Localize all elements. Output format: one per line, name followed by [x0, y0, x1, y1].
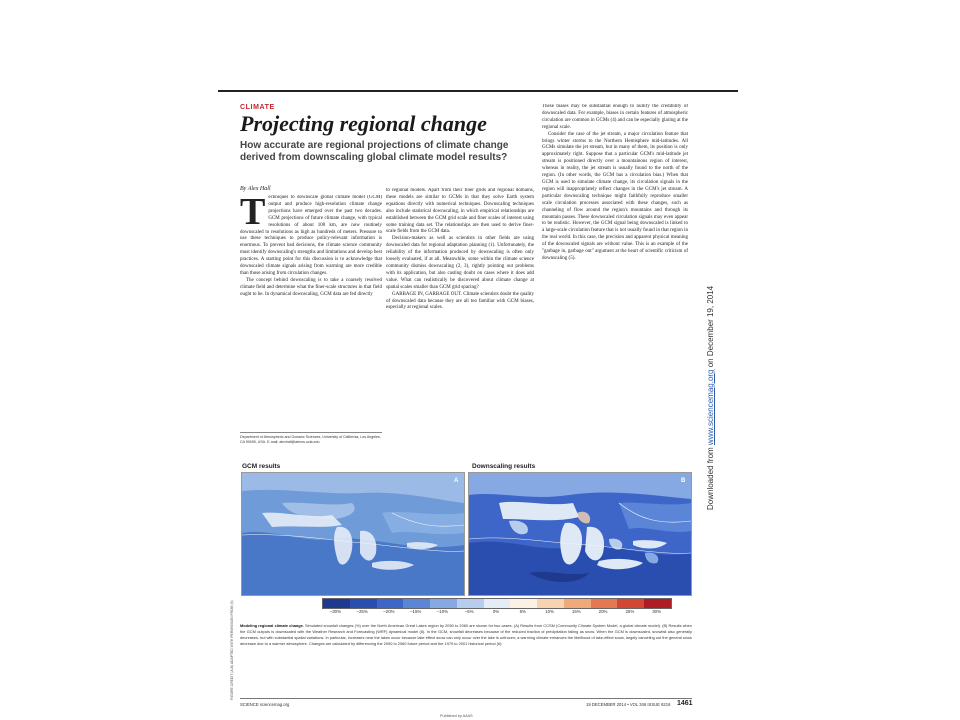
colorbar-tick-label: –30%	[329, 609, 341, 614]
colorbar-tick-label: 25%	[625, 609, 635, 614]
article-deck: How accurate are regional projections of climate change derived from downscaling global climate model results?	[240, 140, 509, 163]
byline: By Alex Hall	[240, 186, 271, 192]
colorbar-swatch	[430, 599, 457, 608]
paragraph: to regional models. Apart from their finer grids and regional domains, these models are similar to GCMs in that they solve Earth system equations directly with numerical techniques. Downscaling techniques also include statistical downscaling, in which empirical relationships are established between the GCM grid scale and finer scales of interest using some training data set. The relationships are then used to derive finer-scale fields from the GCM data.	[386, 188, 534, 235]
colorbar-tick-label: 10%	[545, 609, 554, 614]
page-number: 1461	[677, 700, 693, 707]
colorbar-tick-label: –5%	[464, 609, 474, 614]
colorbar-swatch	[591, 599, 618, 608]
colorbar-swatch	[350, 599, 377, 608]
colorbar-tick-label: –15%	[410, 609, 422, 614]
caption-body: Simulated snowfall changes (%) over the North American Great Lakes region by 2050 to 2060 are shown for two cases. (A) Results from CCSM (Community Climate System Model, a global climate model). (B) Results when the GCM outputs is downscaled with the Weather Research and Forecasting (WRF) dynamical model (6). In the GCM, snowfall decreases because of the reduced fraction of precipitation falling as snow. When the GCM is downscaled, snowfall also generally decreases, but with substantial spatial variations. In particular, increases near the lakes occur because lake effect snow can only occur over the lake is unfrozen; a warming climate enhances the likelihood of lake-effect snow, largely canceling out the general snow decrease due to a warmer atmosphere. Changes are calculated by differencing the 2050 to 2060 future period and the 1979 to 2001 historical period (6).	[240, 623, 692, 646]
download-prefix: Downloaded from	[706, 445, 715, 510]
body-column-2	[386, 188, 534, 456]
article-title: Projecting regional change	[240, 111, 487, 136]
colorbar-tick-label: –20%	[383, 609, 395, 614]
panel-a-title: GCM results	[242, 463, 281, 470]
colorbar-tick-label: 20%	[598, 609, 608, 614]
body-column-1	[240, 195, 382, 427]
paragraph: echniques to downscale global climate model (GCM) output and produce high-resolution climate change projections have emerged over the past two decades. GCM projections of future climate change, with typical resolutions of about 100 km, are now routinely downscaled to resolutions as high as hundreds of meters. Pressure to use these techniques to produce policy-relevant information is enormous. To prevent bad decisions, the climate science community must identify downscaling's strengths and limitations and develop best practices. A starting point for this discussion is to acknowledge that downscaled climate signals arising from warming are more credible than those arising from circulation changes.	[240, 195, 382, 276]
panel-b-title: Downscaling results	[472, 463, 536, 470]
footer-rule	[240, 698, 692, 699]
panel-b-letter: B	[681, 478, 686, 484]
colorbar-swatch	[617, 599, 644, 608]
paragraph: These biases may be substantial enough to nullify the credibility of downscaled data. For example, biases in certain features of atmospheric circulation are common in GCMs (4) and can be especially glaring at the regional scale.	[542, 104, 688, 130]
gcm-results-map	[241, 472, 465, 596]
body-column-3	[542, 104, 688, 456]
colorbar-swatch	[484, 599, 511, 608]
colorbar-swatch	[644, 599, 671, 608]
dropcap: T	[240, 195, 266, 233]
colorbar-swatch	[403, 599, 430, 608]
colorbar-ticks	[322, 609, 670, 615]
colorbar-swatch	[323, 599, 350, 608]
colorbar-swatch	[510, 599, 537, 608]
colorbar-swatch	[457, 599, 484, 608]
caption-title: Modeling regional climate change.	[240, 623, 304, 628]
figure-caption	[240, 623, 692, 647]
colorbar-tick-label: –10%	[436, 609, 449, 614]
colorbar-swatch	[564, 599, 591, 608]
sciencemag-link[interactable]: www.sciencemag.org	[706, 369, 715, 446]
colorbar-tick-label: 30%	[652, 609, 662, 614]
colorbar-swatch	[537, 599, 564, 608]
paragraph: Consider the case of the jet stream, a major circulation feature that brings winter storms to the Northern Hemisphere mid-latitudes. All GCMs simulate the jet stream, but in many of them, its position is only approximately right. Suppose that a particular GCM's mid-latitude jet stream is positioned directly over a mountainous region of interest, whereas in reality, the jet stream is usually found to the north of the region. (In other words, the GCM has a circulation bias.) When that GCM is used to simulate climate change, its circulation signals in the region will inappropriately reflect changes in the GCM's jet stream. A particular downscaling technique might faithfully reproduce smaller scale circulation processes associated with these changes, such as channeling of flow around the region's mountains and through its mountain passes. These downscaled circulation signals may even appear to be realistic. However, the GCM signal being downscaled is linked to a large-scale circulation feature that is not usually found in that region in the real world. In this case, the precision and apparent physical meaning of the downscaled signals are without value. This is an example of the "garbage in, garbage out" argument at the heart of scientific criticism of downscaling (5).	[542, 131, 688, 261]
colorbar-tick-label: 0%	[492, 609, 500, 614]
colorbar	[322, 598, 672, 609]
download-suffix: on December 19, 2014	[706, 285, 715, 370]
figure-credit: FIGURE CREDIT (A,B) ADAPTED WITH PERMISSION FROM (6)	[230, 600, 234, 700]
section-label: CLIMATE	[240, 104, 275, 111]
colorbar-tick-label: 15%	[571, 609, 581, 614]
downscaling-results-map	[468, 472, 692, 596]
colorbar-tick-label: 5%	[519, 609, 526, 614]
panel-a-letter: A	[454, 478, 459, 484]
author-affiliation: Department of Atmospheric and Oceanic Sciences, University of California, Los Angeles, CA 90095, USA. E-mail: alexhall@atmos.ucla.edu	[240, 432, 382, 445]
download-notice	[706, 210, 720, 510]
footer-issue: 19 DECEMBER 2014 • VOL 346 ISSUE 6216	[586, 702, 671, 707]
paragraph: Decision-makers as well as scientists in other fields are using downscaled data for regional adaptation planning (1). Unfortunately, the reliability of the information produced by downscaling is often only loosely evaluated, if at all. Meanwhile, some within the climate science community dismiss downscaling (2, 3), rightly pointing out problems with its application, but also casting doubt on cases where it does add value. What can realistically be discovered about climate change at spatial scales smaller than GCM grid spacing?	[386, 236, 534, 290]
top-rule	[218, 90, 738, 92]
colorbar-tick-label: –25%	[356, 609, 368, 614]
paragraph: The concept behind downscaling is to take a coarsely resolved climate field and determine what the finer-scale structures in that field ought to be. In dynamical downscaling, GCM data are fed directly	[240, 277, 382, 297]
publisher-note: Published by AAAS	[440, 714, 473, 718]
paragraph: GARBAGE IN, GARBAGE OUT. Climate scientists doubt the quality of downscaled data because they are all too familiar with GCM biases, especially at regional scales.	[386, 291, 534, 311]
colorbar-swatch	[377, 599, 404, 608]
footer-journal: SCIENCE sciencemag.org	[240, 702, 290, 707]
